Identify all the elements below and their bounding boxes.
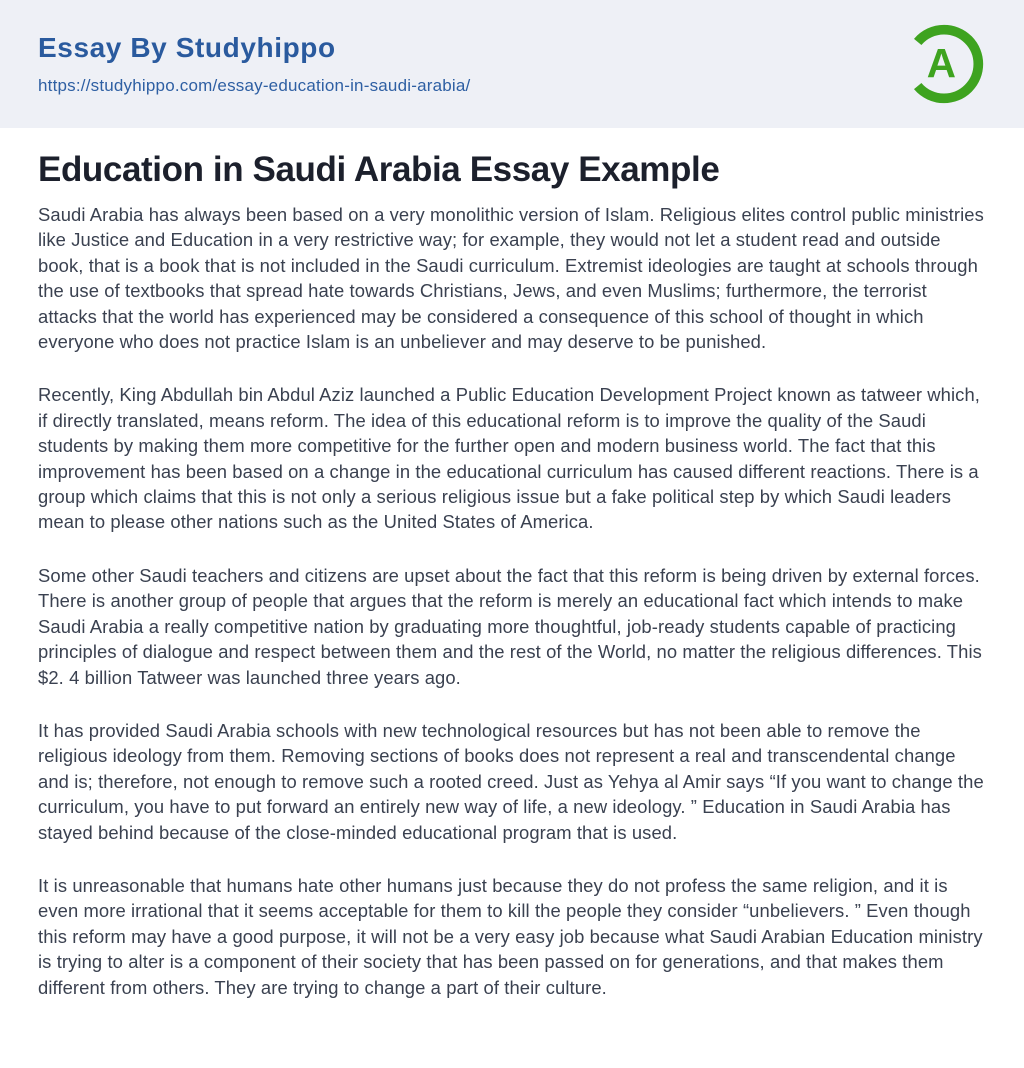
logo-letter: A: [926, 40, 956, 87]
header-text-block: [38, 32, 470, 96]
source-url-link[interactable]: https://studyhippo.com/essay-education-in-saudi-arabia/: [38, 76, 471, 95]
paragraph-3: Some other Saudi teachers and citizens are upset about the fact that this reform is being driven by external forces. There is another group of people that argues that the reform is merely an educational fact which intends to make Saudi Arabia a really competitive nation by graduating more thoughtful, job-ready students capable of practicing principles of dialogue and respect between them and the rest of the World, no matter the religious differences. This $2. 4 billion Tatweer was launched three years ago.: [38, 564, 982, 688]
paragraph-4: It has provided Saudi Arabia schools with new technological resources but has not been able to remove the religious ideology from them. Removing sections of books does not represent a real and transcendental change and is; therefore, not enough to remove such a rooted creed. Just as Yehya al Amir says “If you want to change the curriculum, you have to put forward an entirely new way of life, a new ideology. ” Education in Saudi Arabia has stayed behind because of the close-minded educational program that is used.: [38, 719, 984, 843]
site-header: [0, 0, 1024, 128]
page-title: Education in Saudi Arabia Essay Example: [38, 150, 720, 189]
site-byline: Essay By Studyhippo: [38, 32, 336, 63]
paragraph-1: Saudi Arabia has always been based on a very monolithic version of Islam. Religious elites control public ministries like Justice and Education in a very restrictive way; for example, they would not let a student read and outside book, that is a book that is not included in the Saudi curriculum. Extremist ideologies are taught at schools through the use of textbooks that spread hate towards Christians, Jews, and even Muslims; furthermore, the terrorist attacks that the world has experienced may be considered a consequence of this school of thought in which everyone who does not practice Islam is an unbeliever and may deserve to be punished.: [38, 204, 984, 353]
paragraph-5: It is unreasonable that humans hate other humans just because they do not profess the same religion, and it is even more irrational that it seems acceptable for them to kill the people they consider “unbelievers. ” Even though this reform may have a good purpose, it will not be a very easy job because what Saudi Arabian Education ministry is trying to alter is a component of their society that has been passed on for generations, and that makes them different from others. They are trying to change a part of their culture.: [38, 874, 983, 998]
article: [0, 150, 1024, 1068]
paragraph-2: Recently, King Abdullah bin Abdul Aziz launched a Public Education Development Project known as tatweer which, if directly translated, means reform. The idea of this educational reform is to improve the quality of the Saudi students by making them more competitive for the further open and modern business world. The fact that this improvement has been based on a change in the educational curriculum has caused different reactions. There is a group which claims that this is not only a serious religious issue but a fake political step by which Saudi leaders mean to please other nations such as the United States of America.: [38, 384, 980, 533]
studyhippo-logo-icon: [900, 20, 988, 108]
